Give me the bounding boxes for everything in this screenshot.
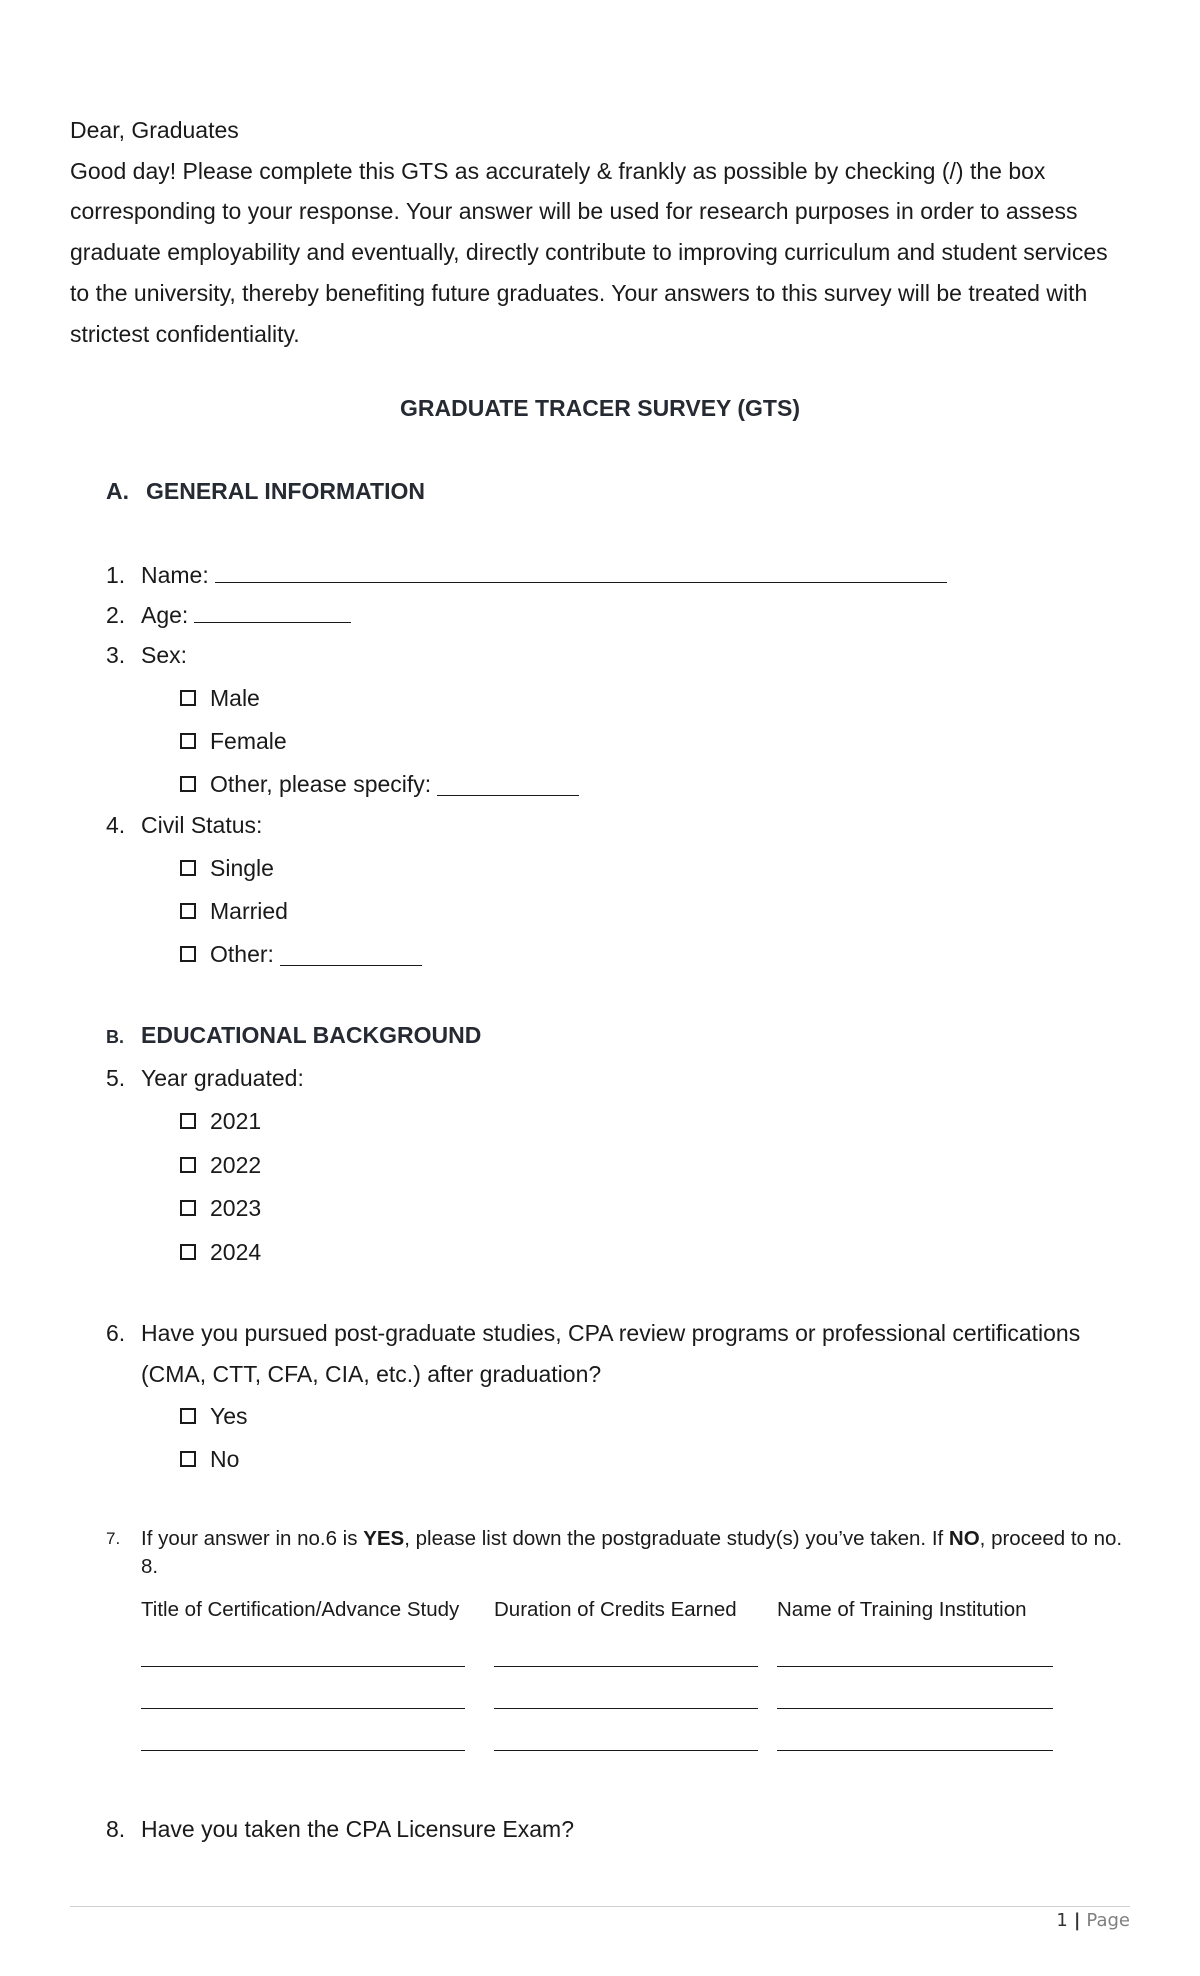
question-number: 6. [106,1320,126,1346]
checkbox[interactable] [180,1113,196,1129]
checkbox[interactable] [180,1244,196,1260]
survey-title: GRADUATE TRACER SURVEY (GTS) [400,395,800,421]
q7-yes-emphasis: YES [363,1527,405,1550]
option-label: 2024 [210,1239,262,1265]
intro-body: Good day! Please complete this GTS as accurately & frankly as possible by checking (/) the box corresponding to your response. Your answer will be used for research purposes in order to assess graduate employability and eventually, directly contribute to improving curriculum and student services to the university, thereby benefiting future graduates. Your answers to this survey will be treated with strictest confidentiality. [70,157,1108,347]
salutation: Dear, Graduates [70,117,239,143]
page-number: 1 [1056,1910,1068,1931]
year-option-2023[interactable] [180,1193,261,1223]
column-header-duration: Duration of Credits Earned [494,1598,737,1621]
q7-text-part: If your answer in no.6 is [141,1527,364,1550]
footer-separator: | [1073,1910,1081,1931]
option-label: Female [210,728,287,754]
option-label: 2022 [210,1152,262,1178]
checkbox[interactable] [180,903,196,919]
checkbox[interactable] [180,860,196,876]
q7-text-part: , please list down the postgraduate study(s) you’ve taken. If [404,1527,949,1550]
institution-blank-3[interactable] [777,1750,1053,1751]
question-label: Sex: [141,642,188,668]
checkbox[interactable] [180,690,196,706]
duration-blank-3[interactable] [494,1750,758,1751]
postgraduate-option-yes[interactable] [180,1401,248,1431]
year-option-2024[interactable] [180,1237,261,1267]
sex-option-female[interactable] [180,726,287,756]
checkbox[interactable] [180,1408,196,1424]
question-number: 3. [106,642,126,668]
institution-blank-1[interactable] [777,1666,1053,1667]
footer-divider [70,1906,1130,1907]
duration-blank-1[interactable] [494,1666,758,1667]
question-number: 2. [106,602,126,628]
question-name [106,555,947,595]
age-field[interactable] [194,600,351,623]
question-label: Name: [141,562,209,588]
civil-status-other-field[interactable] [280,943,422,966]
question-age [106,595,351,635]
question-sex [106,635,187,675]
page-footer [1056,1910,1130,1931]
question-number: 1. [106,562,126,588]
sex-option-male[interactable] [180,683,260,713]
option-label: Single [210,855,274,881]
question-civil-status [106,805,262,845]
option-label: 2021 [210,1108,262,1134]
question-label: Have you taken the CPA Licensure Exam? [141,1816,574,1842]
option-label: Married [210,898,288,924]
civil-status-option-married[interactable] [180,896,288,926]
question-label [141,1525,1126,1581]
checkbox[interactable] [180,1200,196,1216]
question-number: 8. [106,1816,126,1842]
question-number: 7. [106,1529,121,1548]
page-label: Page [1086,1910,1130,1931]
checkbox[interactable] [180,776,196,792]
checkbox[interactable] [180,1451,196,1467]
section-b-letter: B. [106,1027,124,1047]
section-a-heading [106,478,425,505]
title-blank-2[interactable] [141,1708,465,1709]
option-label: Other, please specify: [210,771,432,797]
section-b-heading [106,1022,481,1049]
option-label: Yes [210,1403,248,1429]
section-a-label: GENERAL INFORMATION [146,478,425,504]
duration-blank-2[interactable] [494,1708,758,1709]
question-number: 5. [106,1065,126,1091]
column-header-title: Title of Certification/Advance Study [141,1598,460,1621]
q7-text-part: , proceed to no. 8. [141,1527,1123,1578]
checkbox[interactable] [180,733,196,749]
question-label: Civil Status: [141,812,263,838]
title-blank-3[interactable] [141,1750,465,1751]
civil-status-option-other[interactable] [180,939,422,969]
option-label: 2023 [210,1195,262,1221]
column-header-institution: Name of Training Institution [777,1598,1027,1621]
question-label: Year graduated: [141,1065,304,1091]
title-blank-1[interactable] [141,1666,465,1667]
question-cpa-exam [106,1809,574,1849]
name-field[interactable] [215,560,947,583]
institution-blank-2[interactable] [777,1708,1053,1709]
question-year-graduated [106,1058,304,1098]
question-postgraduate-list [106,1525,1126,1581]
year-option-2022[interactable] [180,1150,261,1180]
year-option-2021[interactable] [180,1106,261,1136]
sex-other-field[interactable] [437,773,579,796]
section-a-letter: A. [106,478,129,504]
sex-option-other[interactable] [180,769,579,799]
option-label: Male [210,685,260,711]
question-label: Age: [141,602,189,628]
question-postgraduate [106,1313,1126,1394]
section-b-label: EDUCATIONAL BACKGROUND [141,1022,482,1048]
checkbox[interactable] [180,946,196,962]
question-label: Have you pursued post-graduate studies, CPA review programs or professional certifications (CMA, CTT, CFA, CIA, etc.) after graduation? [141,1320,1081,1387]
postgraduate-option-no[interactable] [180,1444,239,1474]
question-number: 4. [106,812,126,838]
intro-letter [70,110,1130,354]
checkbox[interactable] [180,1157,196,1173]
option-label: No [210,1446,240,1472]
option-label: Other: [210,941,274,967]
q7-no-emphasis: NO [948,1527,980,1550]
civil-status-option-single[interactable] [180,853,274,883]
